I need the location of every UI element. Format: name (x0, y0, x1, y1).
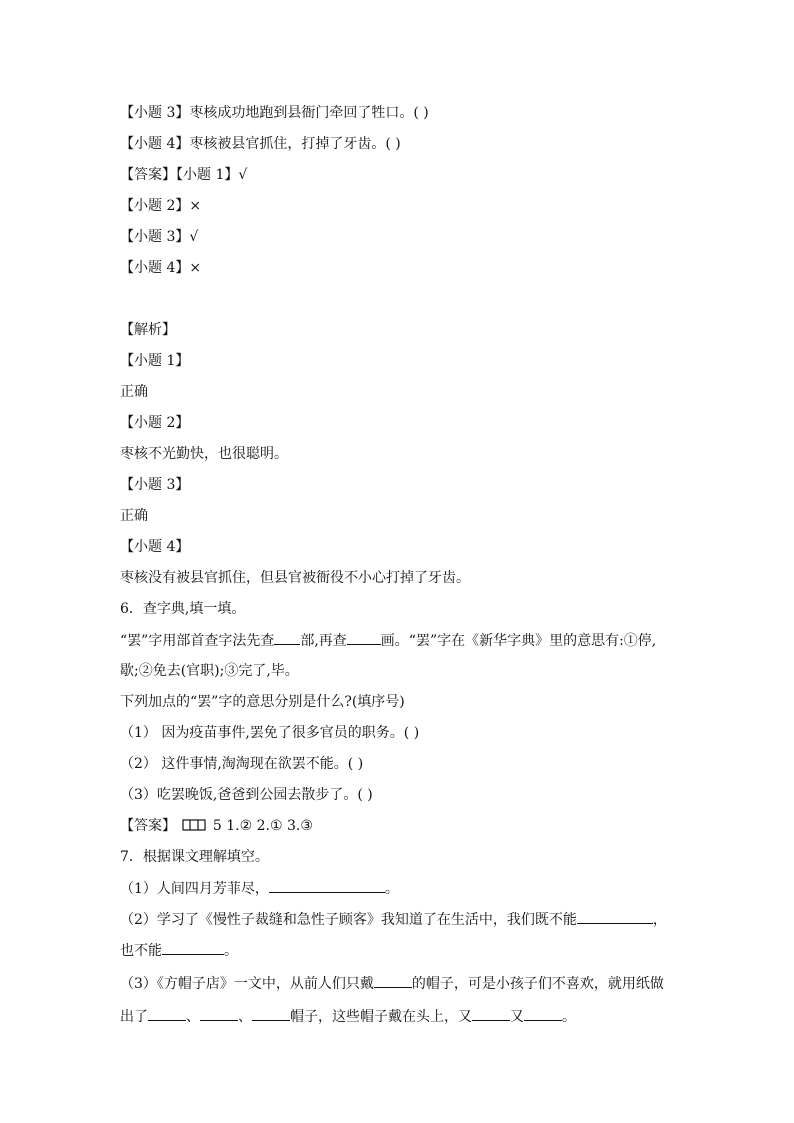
answer-label: 【答案】 (120, 818, 176, 834)
question-7-title: 7．根据课文理解填空。 (120, 849, 269, 865)
feel-blank-1[interactable] (472, 1006, 510, 1021)
question-6-item-3: （3）吃罢晚饭,爸爸到公园去散步了。( ) (120, 787, 373, 803)
q7-5-text-b: 帽子，这些帽子戴在头上，又 (290, 1009, 472, 1025)
question-6-para-3: 下列加点的“罢”字的意思分别是什么?(填序号) (120, 694, 405, 710)
answer-4-line: 【小题 4】× (120, 260, 202, 276)
analysis-4-text: 枣核没有被县官抓住，但县官被衙役不小心打掉了牙齿。 (120, 570, 470, 586)
q7-2-end: ， (652, 912, 667, 928)
hat-blank-1[interactable] (148, 1006, 186, 1021)
poem-blank[interactable] (269, 878, 385, 893)
analysis-1-heading: 【小题 1】 (120, 353, 190, 369)
answer-3-line: 【小题 3】√ (120, 229, 199, 245)
q7-5-sep-2: 、 (238, 1009, 252, 1025)
hat-blank-3[interactable] (252, 1006, 290, 1021)
hat-shape-blank[interactable] (374, 973, 412, 988)
fast-blank[interactable] (162, 940, 224, 955)
analysis-2-text: 枣核不光勤快，也很聪明。 (120, 446, 288, 462)
q7-3-end: 。 (224, 943, 238, 959)
question-6-title: 6．查字典,填一填。 (120, 601, 246, 617)
q6-text-c: 画。“罢”字在《新华字典》里的意思有:①停, (380, 633, 657, 649)
analysis-1-text: 正确 (120, 384, 148, 400)
question-6-para-1 (120, 630, 656, 650)
question-6-item-1: （1） 因为疫苗事件,罢免了很多官员的职务。( ) (120, 725, 420, 741)
q7-4-text: （3）《方帽子店》一文中，从前人们只戴 (120, 976, 374, 992)
q7-1-end: 。 (384, 881, 399, 897)
question-6-para-2: 歇;②免去(官职);③完了,毕。 (120, 663, 299, 679)
feel-blank-2[interactable] (524, 1006, 562, 1021)
question-7-line-1 (120, 878, 399, 898)
analysis-3-text: 正确 (120, 508, 148, 524)
q7-5-sep-1: 、 (186, 1009, 200, 1025)
q7-2-text: （2）学习了《慢性子裁缝和急性子顾客》我知道了在生活中，我们既不能 (120, 912, 577, 928)
answer-values: 5 1.② 2.① 3.③ (212, 818, 313, 834)
analysis-3-heading: 【小题 3】 (120, 477, 190, 493)
analysis-heading: 【解析】 (120, 322, 176, 338)
question-7-line-3 (120, 940, 238, 960)
question-7-line-5 (120, 1006, 576, 1026)
stroke-count-blank[interactable] (347, 630, 381, 645)
hat-blank-2[interactable] (200, 1006, 238, 1021)
question-3-line: 【小题 3】枣核成功地跑到县衙门牵回了牲口。( ) (120, 105, 429, 121)
q7-5-end: 。 (562, 1009, 576, 1025)
q7-3-text: 也不能 (120, 943, 162, 959)
slow-blank[interactable] (577, 909, 653, 924)
question-6-answer (120, 816, 313, 836)
analysis-2-heading: 【小题 2】 (120, 415, 190, 431)
radical-blank[interactable] (274, 630, 300, 645)
q7-4-end: 的帽子，可是小孩子们不喜欢，就用纸做 (411, 976, 664, 992)
question-4-line: 【小题 4】枣核被县官抓住，打掉了牙齿。( ) (120, 136, 401, 152)
question-7-line-4 (120, 973, 664, 993)
answer-2-line: 【小题 2】× (120, 198, 202, 214)
q6-text-b: 部,再查 (300, 633, 347, 649)
q7-1-text: （1）人间四月芳菲尽， (120, 881, 269, 897)
question-7-line-2 (120, 909, 667, 929)
analysis-4-heading: 【小题 4】 (120, 539, 190, 555)
q7-5-text: 出了 (120, 1009, 148, 1025)
answer-1-line: 【答案】【小题 1】√ (120, 167, 248, 183)
q7-5-text-c: 又 (510, 1009, 524, 1025)
question-6-item-2: （2） 这件事情,淘淘现在欲罢不能。( ) (120, 756, 364, 772)
radical-glyph-icon (182, 819, 206, 831)
q6-text-a: “罢”字用部首查字法先查 (120, 633, 275, 649)
